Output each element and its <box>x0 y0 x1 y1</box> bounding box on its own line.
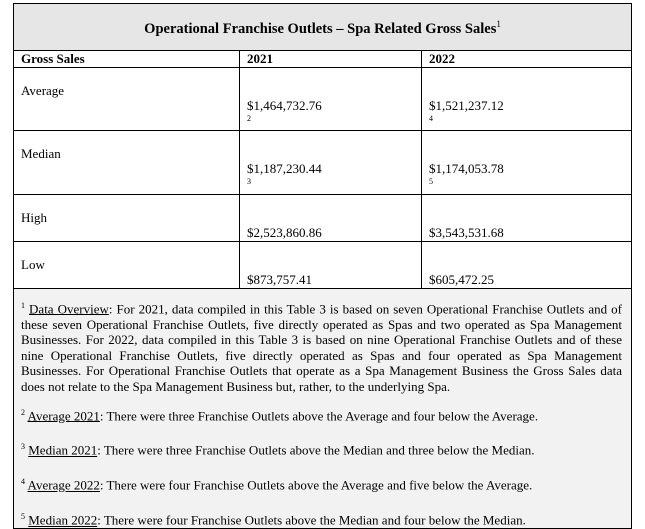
value-text: $2,523,860.86 <box>247 224 322 240</box>
row-label: Low <box>21 256 45 272</box>
value-cell-2022 <box>422 194 632 241</box>
footnote-text: : There were three Franchise Outlets above the Median and three below the Median. <box>97 442 535 458</box>
footnote-5 <box>21 509 622 528</box>
table-title-row <box>14 4 632 51</box>
table-title-cell <box>14 4 632 51</box>
column-header-2022: 2022 <box>422 51 632 68</box>
footnote-label: Average 2021 <box>27 407 100 423</box>
value-text: $3,543,531.68 <box>429 224 504 240</box>
table-row <box>14 68 632 131</box>
value-2022 <box>429 68 631 130</box>
row-label: Median <box>21 146 61 162</box>
footnote-label: Data Overview <box>29 300 109 316</box>
footnote-1 <box>21 289 622 395</box>
value-cell-2021 <box>240 68 422 131</box>
footnote-ref: 5 <box>429 177 433 187</box>
footnote-text: : There were three Franchise Outlets above the Average and four below the Average. <box>99 407 539 423</box>
table-row <box>14 194 632 241</box>
footnote-label: Median 2021 <box>28 442 98 458</box>
value-2021 <box>247 68 421 130</box>
column-header-gross-sales: Gross Sales <box>14 51 240 68</box>
row-label-cell <box>14 131 240 194</box>
value-2021 <box>247 131 421 193</box>
value-2022 <box>429 131 631 193</box>
value-cell-2022 <box>422 131 632 194</box>
table-title-text: Operational Franchise Outlets – Spa Related Gross Sales <box>144 20 497 37</box>
footnote-number: 3 <box>21 442 25 452</box>
footnote-label: Median 2022 <box>28 512 98 528</box>
value-text: $873,757.41 <box>247 271 312 287</box>
footnote-text: : There were four Franchise Outlets above the Average and five below the Average. <box>99 477 533 493</box>
value-cell-2021 <box>240 194 422 241</box>
row-label-cell <box>14 241 240 288</box>
footnote-ref: 2 <box>247 114 251 123</box>
table-header-row <box>14 51 632 68</box>
table-row <box>14 241 632 288</box>
footnote-4 <box>21 474 622 493</box>
value-2022 <box>429 242 631 288</box>
footnote-text: : There were four Franchise Outlets above the Median and four below the Median. <box>97 512 526 528</box>
value-text: $1,187,230.44 <box>247 161 322 177</box>
row-label-cell <box>14 194 240 241</box>
value-2022 <box>429 195 631 241</box>
value-2021 <box>247 195 421 241</box>
footnote-2 <box>21 405 622 424</box>
value-text: $605,472.25 <box>429 271 494 287</box>
row-label: Average <box>21 83 65 98</box>
value-text: $1,521,237.12 <box>429 98 504 113</box>
footnote-text: : For 2021, data compiled in this Table 3 is based on seven Operational Franchise Outlets and of these seven Operational Franchise Outlets, five directly operated as Spas and two operated as Spa Management Businesses. For 2022, data compiled in this Table 3 is based on nine Operational Franchise Outlets and of these nine Operational Franchise Outlets, five directly operated as Spas and four operated as Spa Management Businesses. For Operational Franchise Outlets that operate as a Spa Management Business the Gross Sales data does not relate to the Spa Management Business but, rather, to the underlying Spa. <box>21 300 623 394</box>
value-cell-2022 <box>422 241 632 288</box>
footnote-number: 2 <box>21 407 25 417</box>
footnote-ref: 3 <box>247 177 251 187</box>
table-title <box>14 4 631 38</box>
value-2021 <box>247 242 421 288</box>
value-cell-2022 <box>422 68 632 131</box>
value-text: $1,464,732.76 <box>247 98 322 113</box>
footnote-ref: 1 <box>496 19 501 29</box>
table-row <box>14 131 632 194</box>
footnote-label: Average 2022 <box>27 477 100 493</box>
footnote-number: 4 <box>21 477 25 487</box>
value-cell-2021 <box>240 131 422 194</box>
footnote-number: 5 <box>21 512 25 522</box>
row-label-cell <box>14 68 240 131</box>
value-cell-2021 <box>240 241 422 288</box>
footnotes-cell <box>14 288 632 529</box>
footnote-number: 1 <box>21 300 25 310</box>
row-label: High <box>21 209 47 225</box>
gross-sales-table <box>13 3 632 529</box>
value-text: $1,174,053.78 <box>429 161 504 177</box>
column-header-2021: 2021 <box>240 51 422 68</box>
footnotes-row <box>14 288 632 529</box>
footnote-ref: 4 <box>429 114 433 123</box>
